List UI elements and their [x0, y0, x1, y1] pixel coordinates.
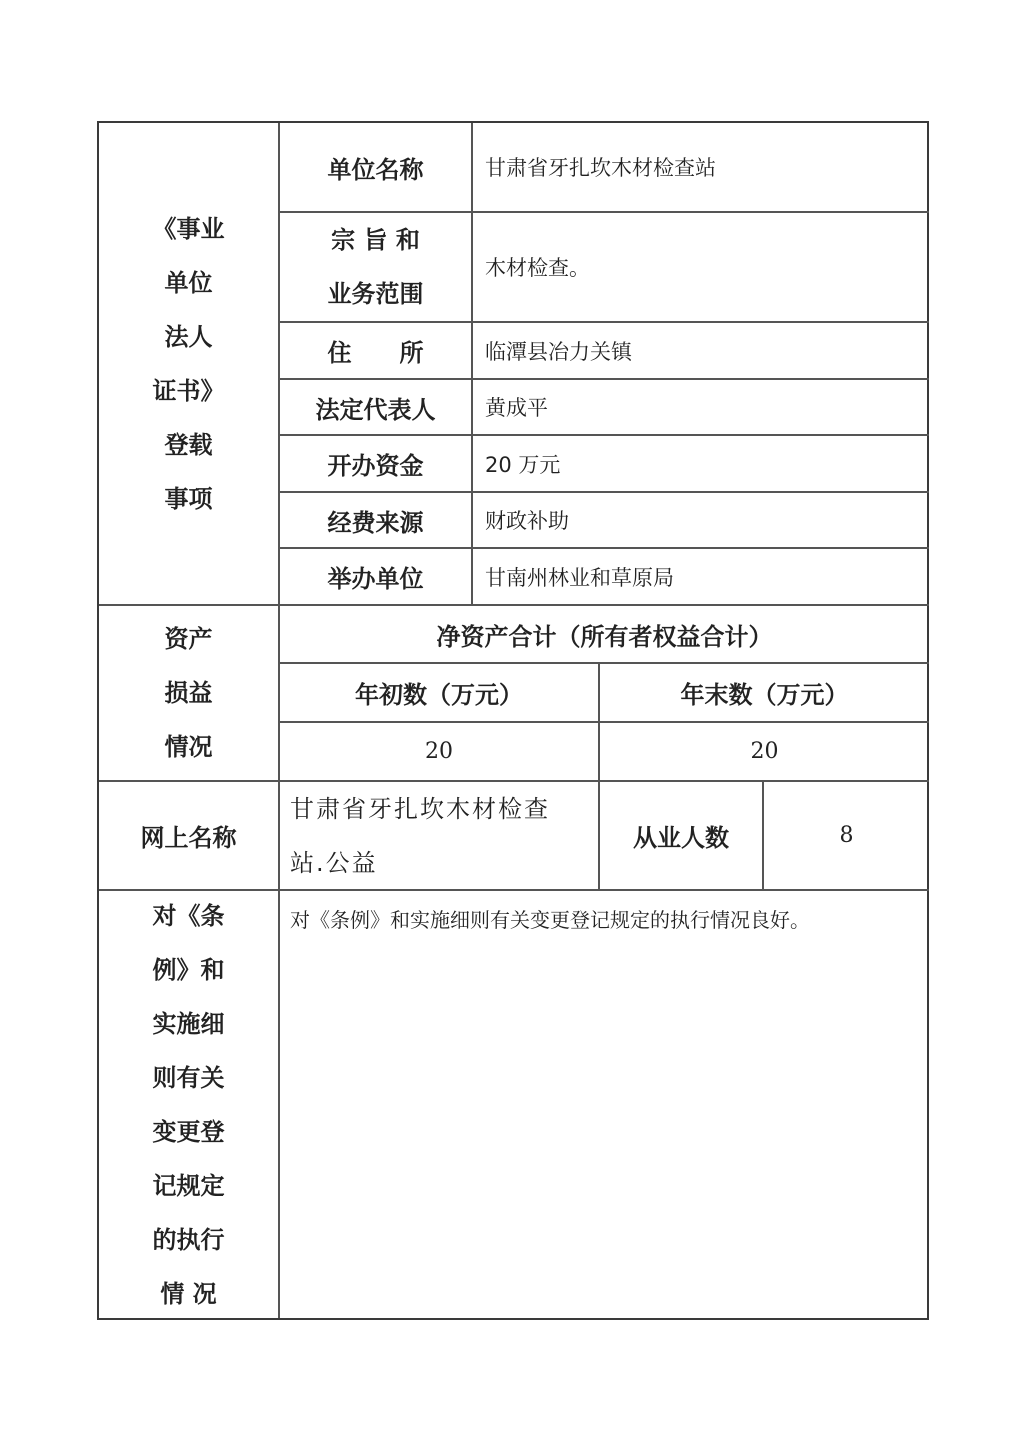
begin-of-year-label: 年初数（万元） — [355, 681, 523, 709]
section-label-line: 法人 — [164, 322, 213, 351]
section-label-line: 事项 — [164, 484, 213, 513]
registration-section-label — [99, 123, 278, 604]
purpose-value: 木材检查。 — [485, 256, 590, 280]
section-label-line: 情 况 — [160, 1279, 217, 1308]
unit-name-label: 单位名称 — [327, 155, 424, 184]
staff-count-value: 8 — [839, 823, 854, 848]
section-label-line: 证书》 — [152, 376, 225, 405]
net-assets-header: 净资产合计（所有者权益合计） — [436, 622, 773, 651]
legal-representative-label: 法定代表人 — [315, 395, 436, 424]
section-label-line: 登载 — [164, 430, 213, 459]
section-label-line: 则有关 — [152, 1063, 225, 1092]
capital-label: 开办资金 — [327, 452, 424, 480]
online-name-line: 站.公益 — [290, 848, 378, 877]
funding-source-value: 财政补助 — [485, 509, 569, 533]
section-label-line: 单位 — [164, 268, 213, 297]
purpose-label-line: 业务范围 — [327, 280, 424, 308]
capital-value: 20 万元 — [485, 452, 561, 477]
section-label-line: 例》和 — [152, 955, 225, 984]
end-of-year-value: 20 — [750, 739, 779, 764]
address-label: 住 所 — [327, 339, 424, 367]
purpose-label-line: 宗 旨 和 — [331, 226, 420, 254]
funding-source-label: 经费来源 — [327, 508, 424, 537]
section-label-line: 《事业 — [152, 214, 225, 243]
address-value: 临潭县冶力关镇 — [485, 339, 632, 364]
assets-section-label — [99, 606, 278, 780]
purpose-label — [280, 213, 471, 321]
end-of-year-label: 年末数（万元） — [680, 681, 849, 709]
compliance-value: 对《条例》和实施细则有关变更登记规定的执行情况良好。 — [290, 908, 810, 932]
section-label-line: 变更登 — [152, 1117, 225, 1146]
section-label-line: 对《条 — [152, 901, 225, 930]
begin-of-year-value: 20 — [425, 739, 453, 764]
legal-representative-value: 黄成平 — [485, 396, 548, 420]
sponsor-unit-value: 甘南州林业和草原局 — [485, 565, 674, 590]
section-label-line: 损益 — [164, 679, 213, 707]
online-name-line: 甘肃省牙扎坎木材检查 — [290, 794, 550, 823]
section-label-line: 实施细 — [152, 1009, 225, 1038]
section-label-line: 的执行 — [152, 1225, 225, 1254]
online-name-value — [280, 782, 598, 889]
staff-count-label: 从业人数 — [633, 824, 729, 852]
section-label-line: 情况 — [164, 733, 213, 761]
registration-form-table — [97, 121, 929, 1320]
section-label-line: 资产 — [164, 625, 213, 653]
unit-name-value: 甘肃省牙扎坎木材检查站 — [485, 156, 716, 180]
compliance-section-label — [99, 891, 278, 1318]
sponsor-unit-label: 举办单位 — [327, 565, 424, 593]
section-label-line: 记规定 — [152, 1171, 225, 1200]
online-name-label: 网上名称 — [140, 824, 237, 852]
